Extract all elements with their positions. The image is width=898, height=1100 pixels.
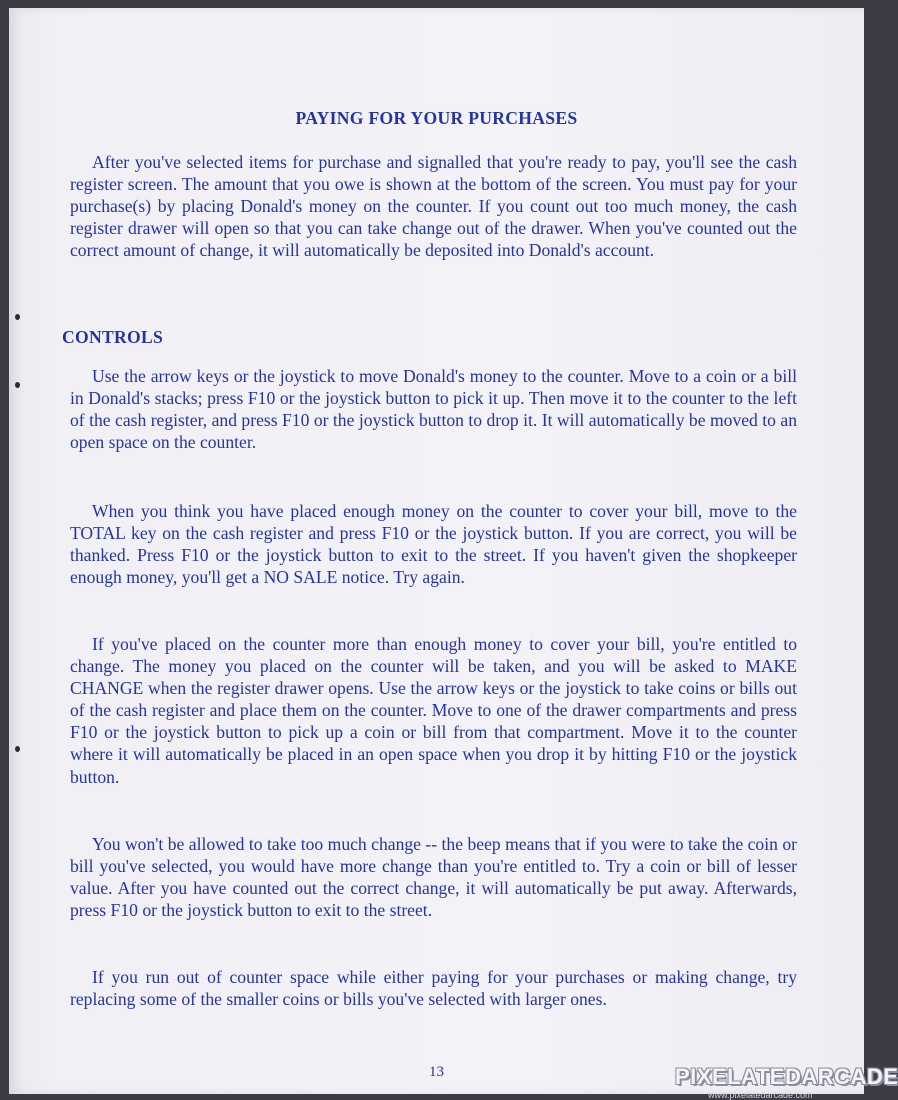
paragraph: You won't be allowed to take too much change -- the beep means that if you were to take the coin or bill you've selected, you would have more change than you're entitled to. Try a coin or bill of lesser value. After you have counted out the correct change, it will automatically be put away. Afterwards, press F10 or the joystick button to exit to the street. — [70, 834, 797, 921]
paragraph: If you run out of counter space while either paying for your purchases or making change, try replacing some of the smaller coins or bills you've selected with larger ones. — [70, 967, 797, 1010]
manual-page — [9, 8, 864, 1094]
controls-paragraph-5 — [70, 966, 797, 1010]
page-title: PAYING FOR YOUR PURCHASES — [295, 108, 578, 128]
controls-heading: CONTROLS — [62, 327, 164, 347]
paragraph: If you've placed on the counter more than enough money to cover your bill, you're entitled to change. The money you placed on the counter will be taken, and you will be asked to MAKE CHANGE when the register drawer opens. Use the arrow keys or the joystick to take coins or bills out of the cash register and place them on the counter. Move to one of the drawer compartments and press F10 or the joystick button to pick up a coin or bill from that compartment. Move it to the counter where it will automatically be placed in an open space when you drop it by hitting F10 or the joystick button. — [70, 634, 797, 787]
page-number: 13 — [429, 1064, 444, 1080]
controls-paragraph-3 — [70, 633, 797, 788]
watermark-url: www.pixelatedarcade.com — [708, 1090, 813, 1100]
binding-hole — [15, 382, 20, 388]
intro-paragraph: After you've selected items for purchase and signalled that you're ready to pay, you'll see the cash register screen. The amount that you owe is shown at the bottom of the screen. You must pay for your purchase(s) by placing Donald's money on the counter. If you count out too much money, the cash register drawer will open so that you can take change out of the drawer. When you've counted out the correct amount of change, it will automatically be deposited into Donald's account. — [70, 152, 797, 261]
binding-hole — [15, 314, 20, 320]
intro-block — [70, 151, 797, 261]
binding-hole — [15, 746, 20, 752]
controls-paragraph-4 — [70, 833, 797, 921]
controls-paragraph-2 — [70, 500, 797, 588]
controls-paragraph-1 — [70, 365, 797, 453]
paragraph: When you think you have placed enough money on the counter to cover your bill, move to the TOTAL key on the cash register and press F10 or the joystick button. If you are correct, you will be thanked. Press F10 or the joystick button to exit to the street. If you haven't given the shopkeeper enough money, you'll get a NO SALE notice. Try again. — [70, 501, 797, 588]
paragraph: Use the arrow keys or the joystick to move Donald's money to the counter. Move to a coin or a bill in Donald's stacks; press F10 or the joystick button to pick it up. Then move it to the counter to the left of the cash register, and press F10 or the joystick button to drop it. It will automatically be moved to an open space on the counter. — [70, 366, 797, 453]
watermark-logo: PIXELATEDARCADE — [675, 1064, 898, 1089]
